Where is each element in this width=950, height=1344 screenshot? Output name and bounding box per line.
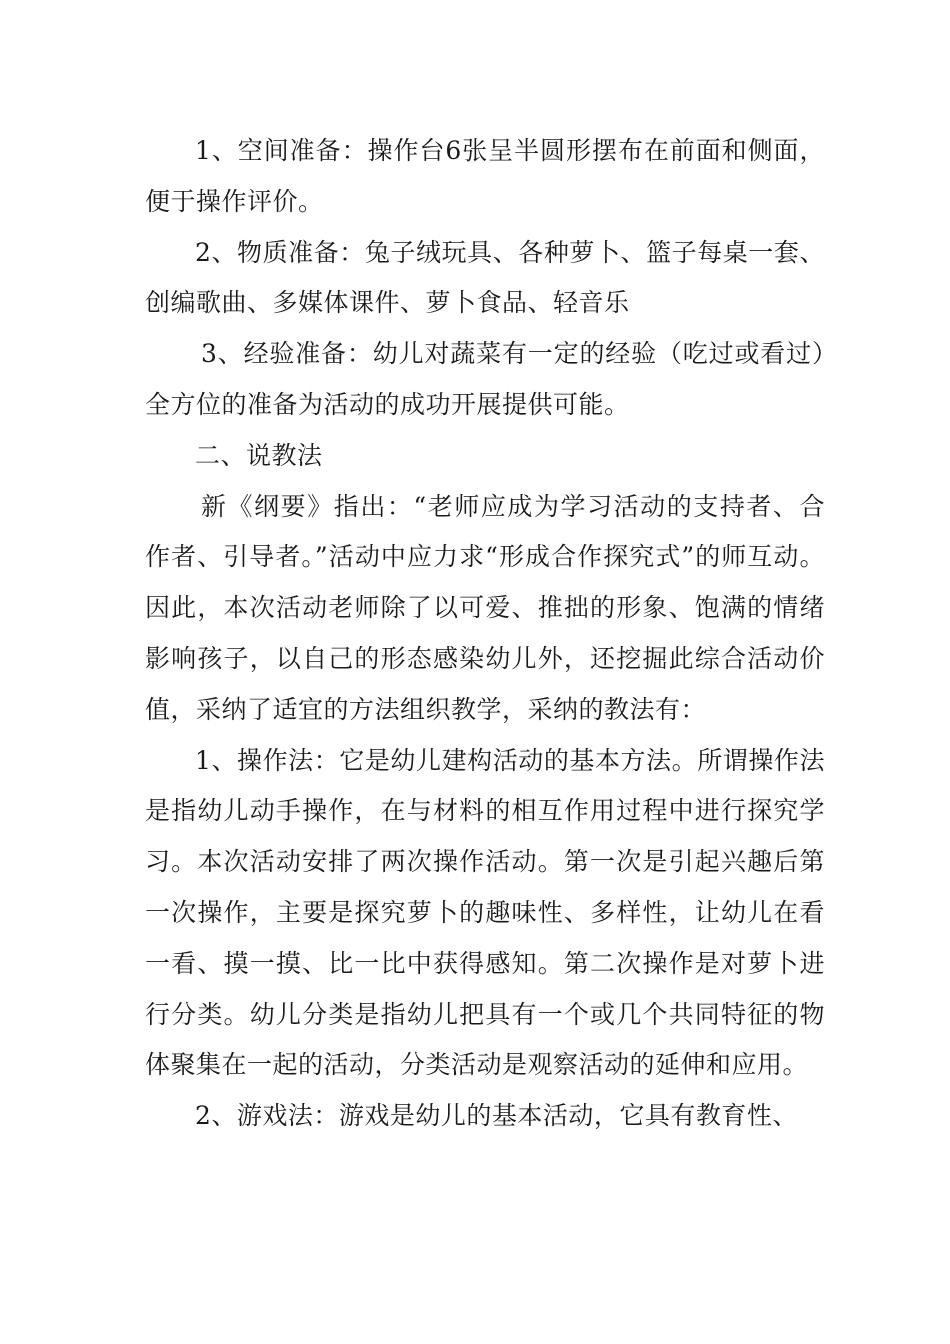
paragraph-guideline-quote: 新《纲要》指出：“老师应成为学习活动的支持者、合作者、引导者。”活动中应力求“形成合作探究式”的师互动。因此，本次活动老师除了以可爱、推拙的形象、饱满的情绪影响孩子，以自己的形态感染幼儿外，还挖掘此综合活动价值，采纳了适宜的方法组织教学，采纳的教法有：	[145, 491, 825, 724]
paragraph-space-prep: 1、空间准备：操作台6张呈半圆形摆布在前面和侧面，便于操作评价。	[145, 136, 825, 216]
section-heading-teaching-method: 二、说教法	[195, 440, 323, 470]
paragraph-material-prep: 2、物质准备：兔子绒玩具、各种萝卜、篮子每桌一套、创编歌曲、多媒体课件、萝卜食品、轻音乐	[145, 237, 825, 318]
paragraph-game-method: 2、游戏法：游戏是幼儿的基本活动，它具有教育性、	[195, 1101, 798, 1131]
document-body	[145, 126, 825, 1142]
paragraph-operation-method: 1、操作法：它是幼儿建构活动的基本方法。所谓操作法是指幼儿动手操作，在与材料的相互作用过程中进行探究学习。本次活动安排了两次操作活动。第一次是引起兴趣后第一次操作，主要是探究萝卜的趣味性、多样性，让幼儿在看一看、摸一摸、比一比中获得感知。第二次操作是对萝卜进行分类。幼儿分类是指幼儿把具有一个或几个共同特征的物体聚集在一起的活动，分类活动是观察活动的延伸和应用。	[145, 745, 825, 1080]
paragraph-experience-prep: 3、经验准备：幼儿对蔬菜有一定的经验（吃过或看过）全方位的准备为活动的成功开展提供可能。	[145, 339, 825, 419]
